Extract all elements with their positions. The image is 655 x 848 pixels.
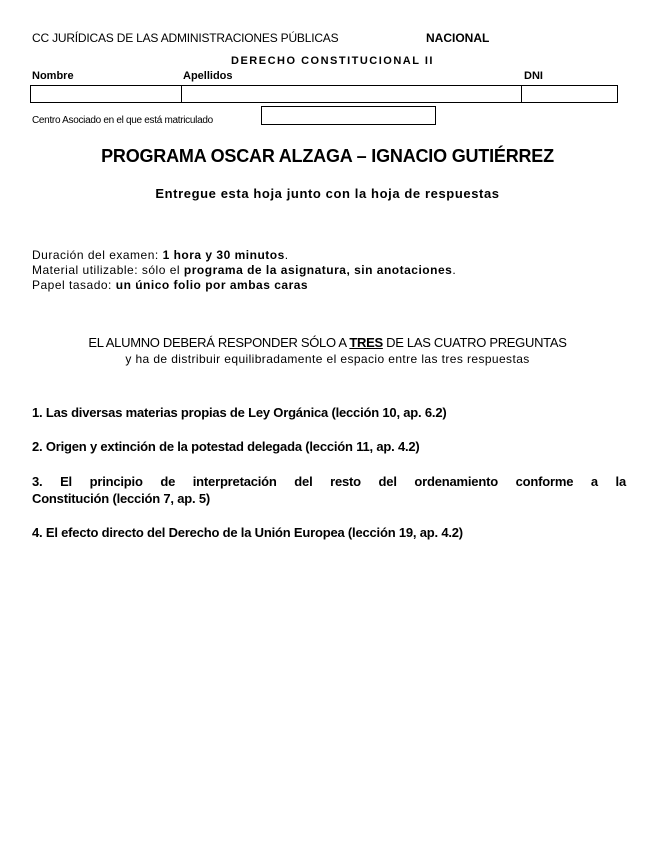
material-value: programa de la asignatura, sin anotaciones xyxy=(183,263,453,277)
faculty-header: CC JURÍDICAS DE LAS ADMINISTRACIONES PÚBLICAS xyxy=(32,31,339,45)
dni-label: DNI xyxy=(524,70,543,82)
program-title: PROGRAMA OSCAR ALZAGA – IGNACIO GUTIÉRREZ xyxy=(101,146,554,166)
instruction-before: EL ALUMNO DEBERÁ RESPONDER SÓLO A xyxy=(88,335,350,350)
material-line xyxy=(32,263,456,277)
duration-line xyxy=(32,248,289,262)
national-label: NACIONAL xyxy=(426,31,490,45)
dni-divider xyxy=(521,86,522,102)
answer-instruction xyxy=(0,335,655,350)
centro-label: Centro Asociado en el que está matriculado xyxy=(32,115,213,126)
student-id-box xyxy=(30,85,618,103)
instruction-emphasis: TRES xyxy=(349,335,383,350)
duration-label: Duración del examen: xyxy=(32,248,163,262)
subject-title: DERECHO CONSTITUCIONAL II xyxy=(231,55,434,67)
instruction-after: DE LAS CUATRO PREGUNTAS xyxy=(382,335,567,350)
apellidos-label: Apellidos xyxy=(183,70,233,82)
duration-end: . xyxy=(284,248,289,262)
question-3-line-2: Constitución (lección 7, ap. 5) xyxy=(32,491,210,506)
duration-value: 1 hora y 30 minutos xyxy=(162,248,285,262)
question-2: 2. Origen y extinción de la potestad delegada (lección 11, ap. 4.2) xyxy=(32,439,420,454)
nombre-label: Nombre xyxy=(32,70,74,82)
space-instruction: y ha de distribuir equilibradamente el espacio entre las tres respuestas xyxy=(125,352,530,366)
nombre-divider xyxy=(181,86,182,102)
paper-label: Papel tasado: xyxy=(32,278,116,292)
question-3 xyxy=(32,473,626,507)
centro-field xyxy=(261,106,436,125)
delivery-note: Entregue esta hoja junto con la hoja de respuestas xyxy=(155,186,500,201)
paper-line xyxy=(32,278,308,292)
question-3-line-1: 3. El principio de interpretación del resto del ordenamiento conforme a la xyxy=(32,474,626,489)
question-4: 4. El efecto directo del Derecho de la Unión Europea (lección 19, ap. 4.2) xyxy=(32,525,463,540)
question-1: 1. Las diversas materias propias de Ley Orgánica (lección 10, ap. 6.2) xyxy=(32,405,447,420)
material-label: Material utilizable: sólo el xyxy=(32,263,184,277)
paper-value: un único folio por ambas caras xyxy=(115,278,309,292)
material-end: . xyxy=(452,263,457,277)
